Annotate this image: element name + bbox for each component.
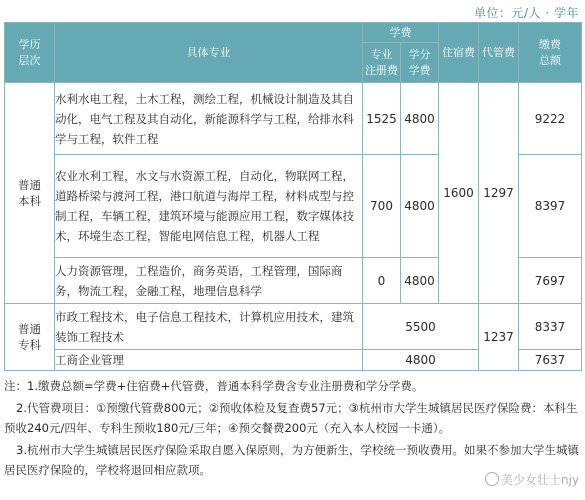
header-major: 具体专业	[55, 23, 363, 83]
major-cell: 水利水电工程，土木工程，测绘工程，机械设计制造及其自动化，电气工程及其自动化，新能源科学与工程，给排水科学与工程，软件工程	[55, 83, 363, 155]
reg-fee-cell: 1525	[363, 83, 401, 155]
lodging-cell: 1600	[439, 83, 479, 304]
credit-fee-cell: 4800	[401, 258, 439, 304]
header-total: 缴费 总额	[519, 23, 582, 83]
agency-college-cell: 1237	[479, 304, 519, 371]
unit-label: 单位：元/人 · 学年	[474, 6, 579, 20]
note-2: 2.代管费项目：①预缴代管费800元；②预收体检及复查费57元；③杭州市大学生城镇居民医疗保险费：本科生预收240元/四年、专科生预收180元/三年；④预交餐费200元（充入本人校园一卡通）。	[4, 401, 578, 435]
header-reg-fee: 专业 注册费	[363, 43, 401, 83]
note-1: 注：1.缴费总额=学费+住宿费+代管费，普通本科学费含专业注册费和学分学费。	[4, 379, 424, 393]
credit-fee-cell: 4800	[401, 83, 439, 155]
header-tuition: 学费	[363, 23, 439, 43]
major-cell: 工商企业管理	[55, 350, 363, 371]
major-cell: 市政工程技术，电子信息工程技术，计算机应用技术，建筑装饰工程技术	[55, 304, 363, 350]
total-cell: 8397	[519, 155, 582, 258]
reg-fee-cell: 0	[363, 258, 401, 304]
header-agency: 代管费	[479, 23, 519, 83]
table-row	[5, 83, 582, 155]
note-3: 3.杭州市大学生城镇居民医疗保险采取自愿入保原则，为方便新生，学校统一预收费用。如果不参加大学生城镇居民医疗保险的，学校将退回相应款项。	[4, 443, 579, 477]
major-cell: 农业水利工程，水文与水资源工程，自动化，物联网工程，道路桥梁与渡河工程，港口航道与海岸工程，材料成型与控制工程，车辆工程，建筑环境与能源应用工程，数字媒体技术，环境生态工程，智能电网信息工程，机器人工程	[55, 155, 363, 258]
header-level: 学历 层次	[5, 23, 55, 83]
tuition-cell: 4800	[363, 350, 479, 371]
total-cell: 9222	[519, 83, 582, 155]
fee-table	[4, 22, 582, 371]
tuition-cell: 5500	[363, 304, 479, 350]
header-credit-fee: 学分 学费	[401, 43, 439, 83]
level-college: 普通 专科	[5, 304, 55, 371]
reg-fee-cell: 700	[363, 155, 401, 258]
watermark-text: 美少女壮士njy	[500, 473, 579, 487]
major-cell: 人力资源管理，工程造价，商务英语，工程管理，国际商务，物流工程，金融工程，地理信息科学	[55, 258, 363, 304]
total-cell: 8337	[519, 304, 582, 350]
agency-bachelor-cell: 1297	[479, 83, 519, 304]
credit-fee-cell: 4800	[401, 155, 439, 258]
notes-section	[0, 376, 585, 482]
table-row	[5, 304, 582, 350]
header-lodging: 住宿费	[439, 23, 479, 83]
total-cell: 7637	[519, 350, 582, 371]
watermark	[485, 471, 579, 488]
camera-icon	[485, 472, 499, 486]
level-bachelor: 普通 本科	[5, 83, 55, 304]
total-cell: 7697	[519, 258, 582, 304]
